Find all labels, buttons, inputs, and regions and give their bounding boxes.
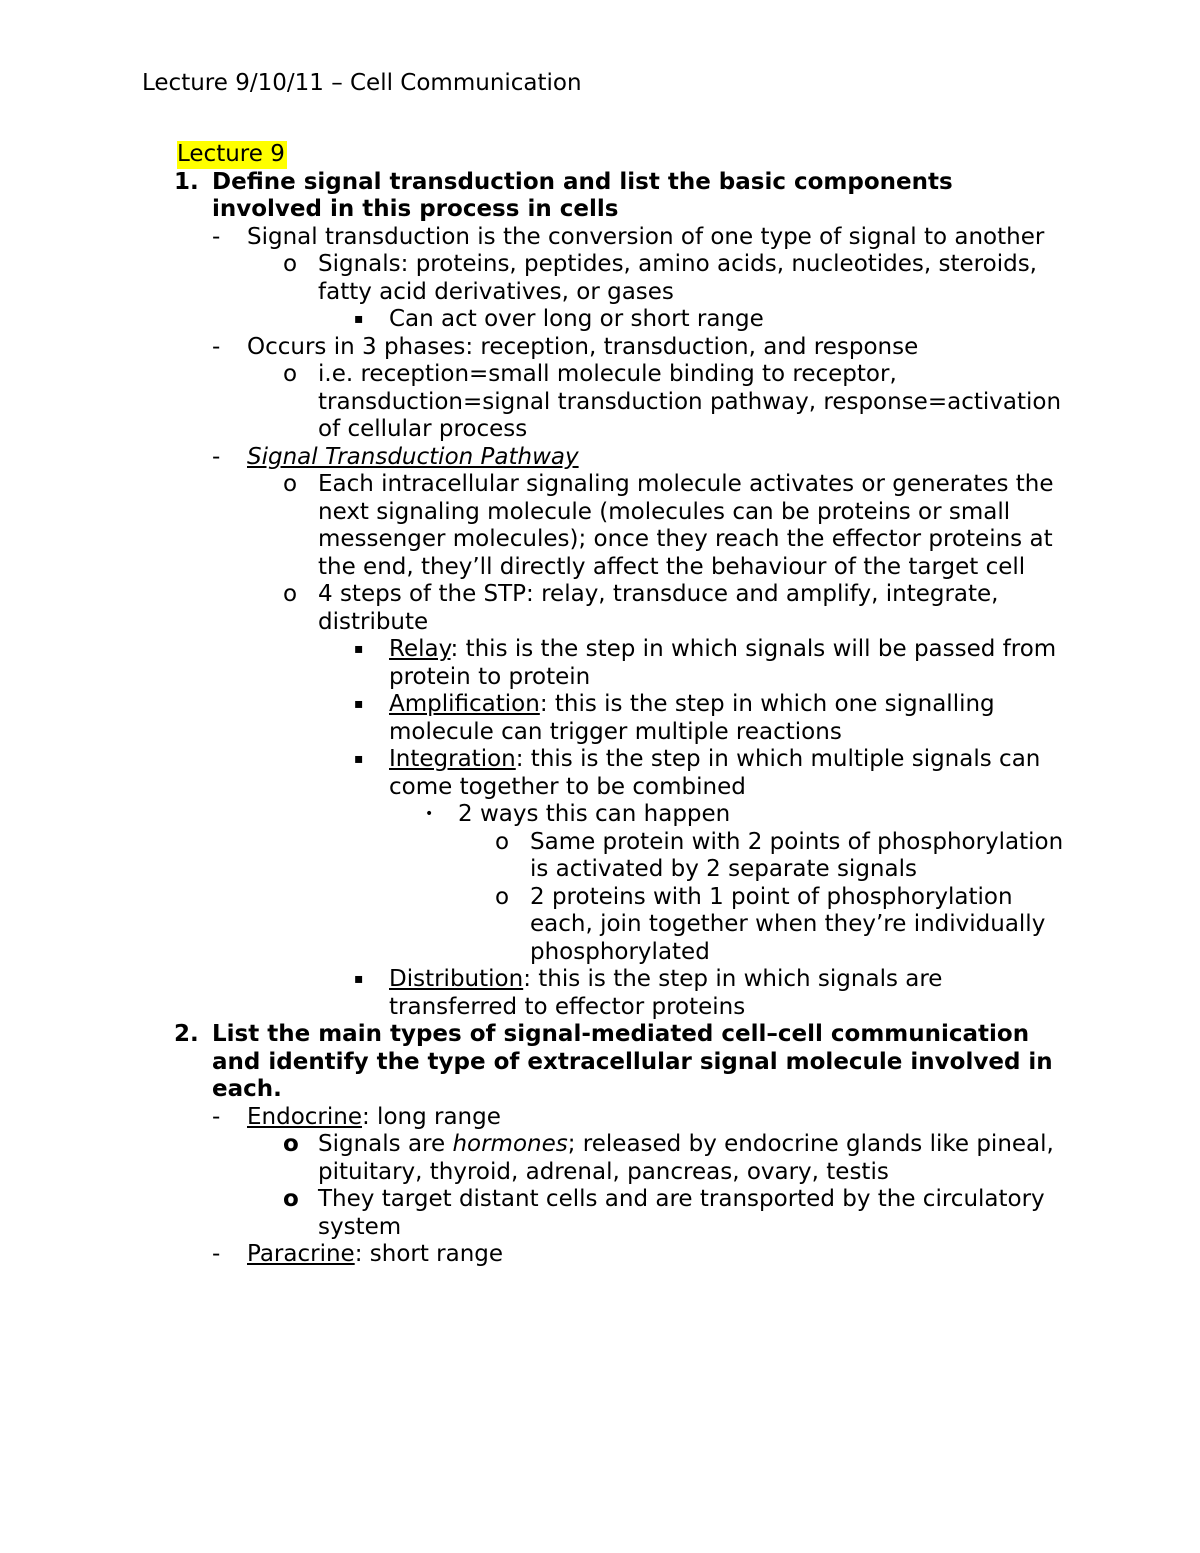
list-item (0, 884, 1200, 967)
circle-bullet-icon: o (495, 828, 510, 855)
list-item-text (389, 636, 1200, 691)
list-item (0, 1241, 1200, 1269)
square-bullet-icon: ▪ (354, 696, 364, 712)
stp-title: Signal Transduction Pathway (247, 443, 579, 470)
dash-bullet-icon: - (212, 1241, 221, 1267)
list-item (0, 1186, 1200, 1241)
square-bullet-icon: ▪ (354, 311, 364, 327)
list-item-text: Same protein with 2 points of phosphorylation is activated by 2 separate signals (530, 828, 1064, 882)
section-label-text: Lecture 9 (177, 141, 285, 167)
term-distribution: Distribution (389, 966, 524, 992)
circle-bullet-icon: o (283, 1186, 299, 1212)
list-item (0, 691, 1200, 746)
endocrine-signals-em: hormones (452, 1131, 568, 1157)
notes-content (0, 141, 1200, 1269)
list-item (0, 471, 1200, 581)
term-distribution-desc: : this is the step in which signals are transferred to effector proteins (389, 966, 943, 1020)
list-item-text (389, 691, 1200, 746)
dash-bullet-icon: - (212, 443, 221, 470)
list-item-text (389, 746, 1200, 801)
circle-bullet-icon: o (283, 361, 298, 387)
circle-bullet-icon: o (495, 883, 510, 910)
list-item (0, 1104, 1200, 1132)
dash-bullet-icon: - (212, 1103, 221, 1130)
term-relay-desc: : this is the step in which signals will be passed from protein to protein (389, 636, 1057, 690)
list-item-text (389, 966, 1200, 1021)
list-item-text: Each intracellular signaling molecule activates or generates the next signaling molecule (molecules can be proteins or small messenger molecules); once they reach the effector proteins at the end, they’ll directly affect the behaviour of the target cell (318, 471, 1054, 580)
list-item-text: i.e. reception=small molecule binding to receptor, transduction=signal transduction pathway, response=activation of cellular process (318, 361, 1062, 442)
term-amplification: Amplification (389, 691, 540, 717)
list-item-text: Signals: proteins, peptides, amino acids, nucleotides, steroids, fatty acid derivatives, or gases (318, 251, 1037, 305)
list-item (0, 444, 1200, 472)
endocrine-signals-a: Signals are (318, 1131, 453, 1157)
circle-bullet-icon: o (283, 471, 298, 497)
term-endocrine-desc: : long range (362, 1103, 501, 1130)
square-bullet-icon: ▪ (354, 751, 364, 767)
list-item (0, 306, 1200, 334)
list-item (0, 334, 1200, 362)
dash-bullet-icon: - (212, 333, 221, 360)
question-text: Define signal transduction and list the basic components involved in this process in cells (212, 168, 953, 222)
list-item-text (247, 1104, 1200, 1132)
round-bullet-icon: • (425, 806, 434, 822)
question-1 (0, 169, 1200, 224)
term-endocrine: Endocrine (247, 1103, 362, 1130)
list-item-text: Occurs in 3 phases: reception, transduction, and response (247, 333, 919, 360)
list-item (0, 1131, 1200, 1186)
circle-bullet-icon: o (283, 1131, 299, 1157)
list-item-text: They target distant cells and are transported by the circulatory system (318, 1186, 1045, 1240)
list-item-text: 2 proteins with 1 point of phosphorylation each, join together when they’re individually phosphorylated (530, 883, 1046, 965)
list-item-text: 4 steps of the STP: relay, transduce and amplify, integrate, distribute (318, 581, 999, 635)
circle-bullet-icon: o (283, 251, 298, 277)
list-item (0, 224, 1200, 252)
term-integration-desc: : this is the step in which multiple signals can come together to be combined (389, 746, 1041, 800)
endocrine-signals-b: ; released by endocrine glands like pineal, pituitary, thyroid, adrenal, pancreas, ovary, testis (318, 1131, 1054, 1185)
term-relay: Relay (389, 636, 451, 662)
list-item-text (247, 1241, 1200, 1269)
question-number: 2. (174, 1021, 199, 1047)
list-item (0, 361, 1200, 444)
list-item-text: Signal transduction is the conversion of one type of signal to another (247, 223, 1045, 250)
list-item-text: Can act over long or short range (389, 306, 764, 332)
list-item (0, 801, 1200, 829)
list-item (0, 251, 1200, 306)
question-text: List the main types of signal-mediated cell–cell communication and identify the type of extracellular signal molecule involved in each. (212, 1021, 1053, 1102)
page-header: Lecture 9/10/11 – Cell Communication (142, 70, 582, 96)
term-paracrine: Paracrine (247, 1241, 355, 1267)
list-item (0, 966, 1200, 1021)
list-item-text (318, 1131, 1200, 1186)
section-label (0, 141, 1200, 169)
term-paracrine-desc: : short range (354, 1241, 504, 1267)
list-item (0, 746, 1200, 801)
square-bullet-icon: ▪ (354, 641, 364, 657)
question-number: 1. (174, 168, 199, 195)
list-item-text: 2 ways this can happen (458, 801, 731, 827)
list-item (0, 636, 1200, 691)
circle-bullet-icon: o (283, 581, 298, 607)
list-item (0, 829, 1200, 884)
square-bullet-icon: ▪ (354, 971, 364, 987)
dash-bullet-icon: - (212, 223, 221, 250)
list-item (0, 581, 1200, 636)
question-2 (0, 1021, 1200, 1104)
term-integration: Integration (389, 746, 516, 772)
term-amplification-desc: : this is the step in which one signalling molecule can trigger multiple reactions (389, 691, 995, 745)
